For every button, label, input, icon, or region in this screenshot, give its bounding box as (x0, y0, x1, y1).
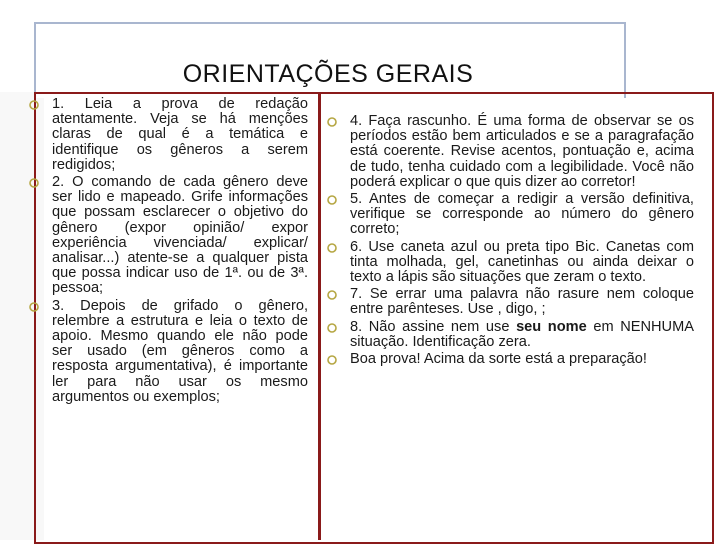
list-item (326, 240, 694, 286)
left-column (28, 97, 308, 407)
circle-bullet-icon (28, 301, 40, 313)
circle-bullet-icon (326, 116, 338, 128)
list-item-text (350, 320, 694, 350)
circle-bullet-icon (326, 194, 338, 206)
item8-bold-text: seu nome (516, 318, 587, 335)
list-item-text: 3. Depois de grifado o gênero, relembre a estrutura e leia o texto de apoio. Mesmo quando ele não pode ser usado (em gêneros como a resposta argumentativa), é importante ler para não usar os mesmo argumentos ou exemplos; (52, 297, 308, 405)
list-item (326, 320, 694, 350)
list-item-text: 7. Se errar uma palavra não rasure nem coloque entre parênteses. Use , digo, ; (350, 286, 694, 318)
circle-bullet-icon (326, 242, 338, 254)
closing-text: Boa prova! Acima da sorte está a preparação! (350, 351, 647, 368)
list-item-text: 6. Use caneta azul ou preta tipo Bic. Canetas com tinta molhada, gel, canetinhas ou ainda deixar o texto a lápis são situações que zeram o texto. (350, 238, 694, 286)
list-item-text: 2. O comando de cada gênero deve ser lido e mapeado. Grife informações que possam esclarecer o objetivo do gênero (expor opinião/ expor experiência vivenciada/ explicar/ analisar...) atente-se a qualquer pista que possa indicar uso de 1ª. ou de 3ª. pessoa; (52, 174, 308, 297)
right-column (326, 114, 694, 369)
list-item-text: 1. Leia a prova de redação atentamente. Veja se há menções claras de qual é a temática e identifique os gêneros a serem redigidos; (52, 96, 308, 173)
circle-bullet-icon (326, 354, 338, 366)
list-item (326, 114, 694, 190)
list-item (28, 299, 308, 405)
item8-text-after: em NENHUMA situação. Identificação zera. (350, 318, 694, 350)
item8-text-before: 8. Não assine nem use (350, 318, 517, 335)
circle-bullet-icon (28, 177, 40, 189)
list-item (326, 352, 694, 367)
circle-bullet-icon (326, 322, 338, 334)
list-item-text: 4. Faça rascunho. É uma forma de observar se os períodos estão bem articulados e se a paragrafação está coerente. Revise acentos, pontuação e, acima de tudo, tenha cuidado com a legibilidade. Você não poderá explicar o que quis dizer ao corretor! (350, 113, 694, 190)
list-item (28, 97, 308, 173)
list-item-text: 5. Antes de começar a redigir a versão definitiva, verifique se corresponde ao número do gênero correto; (350, 191, 694, 238)
list-item (28, 175, 308, 297)
list-item (326, 192, 694, 238)
list-item (326, 287, 694, 317)
circle-bullet-icon (326, 289, 338, 301)
page-title: ORIENTAÇÕES GERAIS (182, 60, 474, 88)
circle-bullet-icon (28, 99, 40, 111)
column-divider (318, 92, 321, 540)
